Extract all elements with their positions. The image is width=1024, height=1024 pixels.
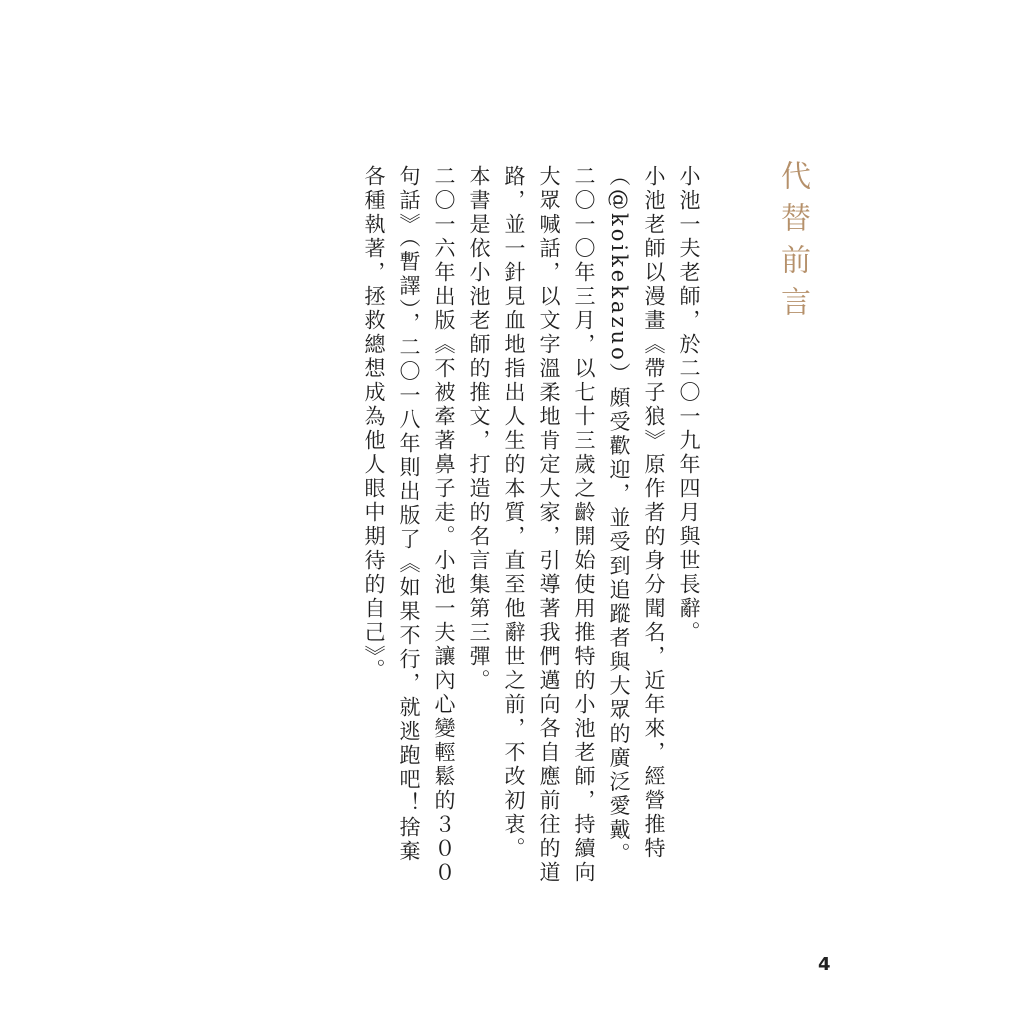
- body-text: [356, 165, 706, 885]
- chapter-title: 代替前言: [775, 160, 810, 328]
- paragraph-4: 本書是依小池老師的推文，打造的名言集第三彈。: [467, 165, 491, 693]
- page-number: 4: [818, 954, 831, 975]
- paragraph-5: 二〇一六年出版《不被牽著鼻子走。小池一夫讓內心變輕鬆的３００句話》（暫譯），二〇一八年則出版了《如果不行，就逃跑吧！捨棄各種執著，拯救總想成為他人眼中期待的自己》。: [362, 165, 456, 885]
- paragraph-2: 小池老師以漫畫《帶子狼》原作者的身分聞名，近年來，經營推特（@koikekazuo）頗受歡迎，並受到追蹤者與大眾的廣泛愛戴。: [607, 165, 666, 867]
- paragraph-1: 小池一夫老師，於二〇一九年四月與世長辭。: [677, 165, 701, 645]
- paragraph-3: 二〇一〇年三月，以七十三歲之齡開始使用推特的小池老師，持續向大眾喊話，以文字溫柔地肯定大家，引導著我們邁向各自應前往的道路，並一針見血地指出人生的本質，直至他辭世之前，不改初衷。: [502, 165, 596, 885]
